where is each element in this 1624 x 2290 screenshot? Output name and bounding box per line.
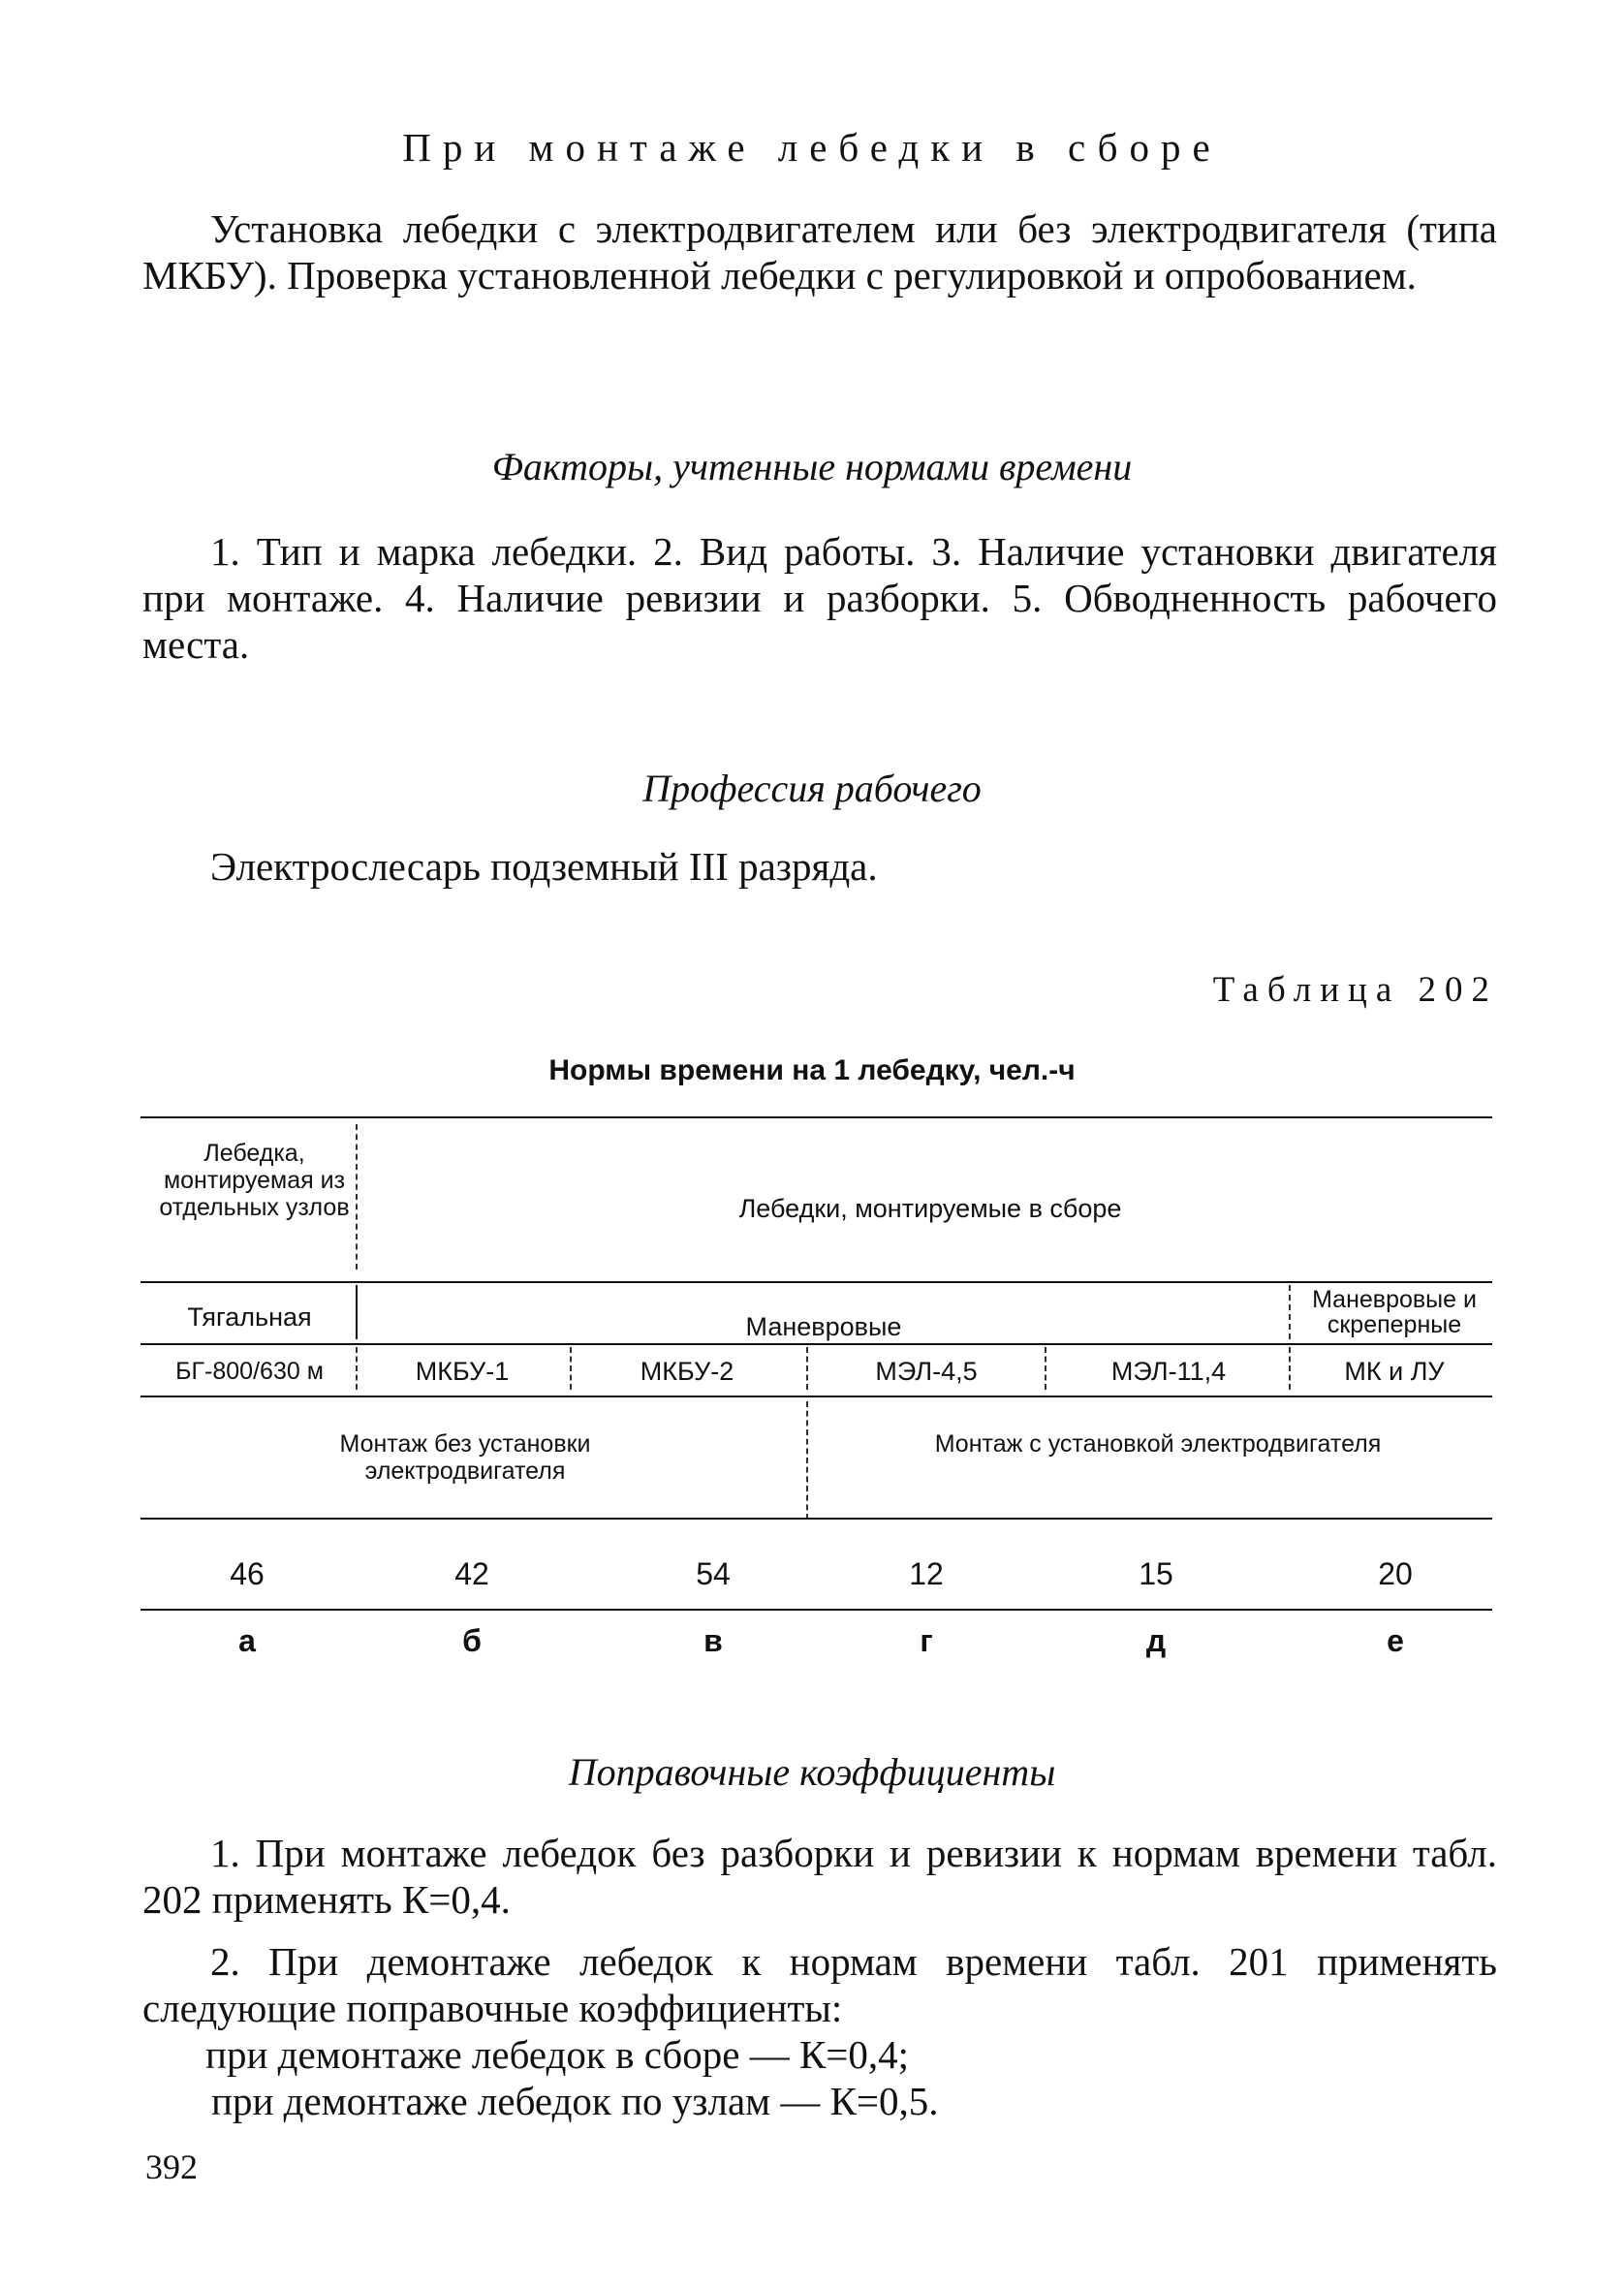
mode-with-cell: Монтаж с установкой электродвигателя xyxy=(934,1430,1382,1458)
table-label: Таблица 202 xyxy=(1212,970,1498,1010)
type-divider-1 xyxy=(356,1285,358,1339)
table-top-rule xyxy=(141,1116,1492,1118)
profession-paragraph: Электрослесарь подземный III разряда. xyxy=(210,844,878,889)
model-divider xyxy=(570,1347,572,1390)
letter-cell: г xyxy=(920,1623,933,1658)
letter-cell: е xyxy=(1387,1623,1404,1658)
value-cell: 54 xyxy=(696,1556,731,1591)
correction-line-2: при демонтаже лебедок по узлам — К=0,5. xyxy=(211,2079,939,2123)
mode-rule xyxy=(141,1518,1492,1520)
model-cell: МЭЛ-11,4 xyxy=(1110,1357,1227,1386)
model-cell: МКБУ-2 xyxy=(640,1357,734,1386)
table-title: Нормы времени на 1 лебедку, чел.-ч xyxy=(548,1054,1076,1086)
model-divider xyxy=(1289,1347,1291,1390)
section-heading: При монтаже лебедки в сборе xyxy=(402,125,1222,170)
value-cell: 12 xyxy=(909,1556,944,1591)
model-divider xyxy=(356,1347,358,1390)
type-traction-cell: Тягальная xyxy=(187,1302,312,1332)
model-cell: БГ-800/630 м xyxy=(175,1358,324,1385)
letter-cell: б xyxy=(462,1623,482,1658)
model-cell: МКБУ-1 xyxy=(415,1357,510,1386)
type-maneuver-scraper-cell: Маневровые и скреперные xyxy=(1312,1286,1477,1338)
correction-item-2: 2. При демонтаже лебедок к нормам времени табл. 201 применять следующие поправочные коэффициенты: xyxy=(142,1939,1497,2030)
factors-paragraph: 1. Тип и марка лебедки. 2. Вид работы. 3. Наличие установки двигателя при монтаже. 4. Наличие ревизии и разборки. 5. Обводненность рабочего места. xyxy=(142,529,1497,667)
factors-heading: Факторы, учтенные нормами времени xyxy=(491,445,1133,488)
model-cell: МЭЛ-4,5 xyxy=(875,1357,978,1386)
correction-line-1: при демонтаже лебедок в сборе — К=0,4; xyxy=(205,2032,910,2077)
model-divider xyxy=(1045,1347,1046,1390)
model-rule xyxy=(141,1396,1492,1397)
mode-without-cell: Монтаж без установки электродвигателя xyxy=(339,1430,591,1485)
value-cell: 20 xyxy=(1378,1556,1413,1591)
model-divider xyxy=(806,1347,808,1390)
mode-divider xyxy=(806,1401,808,1520)
letter-cell: а xyxy=(238,1623,256,1658)
values-rule xyxy=(141,1609,1492,1611)
type-maneuver-cell: Маневровые xyxy=(745,1312,902,1341)
header-divider xyxy=(356,1124,358,1270)
letter-cell: в xyxy=(703,1623,723,1658)
corrections-heading: Поправочные коэффициенты xyxy=(568,1750,1056,1794)
header-right-cell: Лебедки, монтируемые в сборе xyxy=(738,1194,1122,1223)
value-cell: 46 xyxy=(230,1556,265,1591)
header-left-cell: Лебедка, монтируемая из отдельных узлов xyxy=(159,1140,350,1221)
value-cell: 15 xyxy=(1139,1556,1173,1591)
intro-paragraph: Установка лебедки с электродвигателем или без электродвигателя (типа МКБУ). Проверка установленной лебедки с регулировкой и опробованием. xyxy=(142,206,1497,298)
model-cell: МК и ЛУ xyxy=(1344,1357,1445,1386)
letter-cell: д xyxy=(1145,1623,1167,1658)
type-rule xyxy=(141,1343,1492,1345)
header-rule xyxy=(141,1281,1492,1283)
value-cell: 42 xyxy=(454,1556,489,1591)
profession-heading: Профессия рабочего xyxy=(642,767,982,810)
page-number: 392 xyxy=(145,2148,198,2186)
correction-item-1: 1. При монтаже лебедок без разборки и ревизии к нормам времени табл. 202 применять К=0,4. xyxy=(142,1831,1497,1922)
type-divider-2 xyxy=(1289,1285,1291,1339)
